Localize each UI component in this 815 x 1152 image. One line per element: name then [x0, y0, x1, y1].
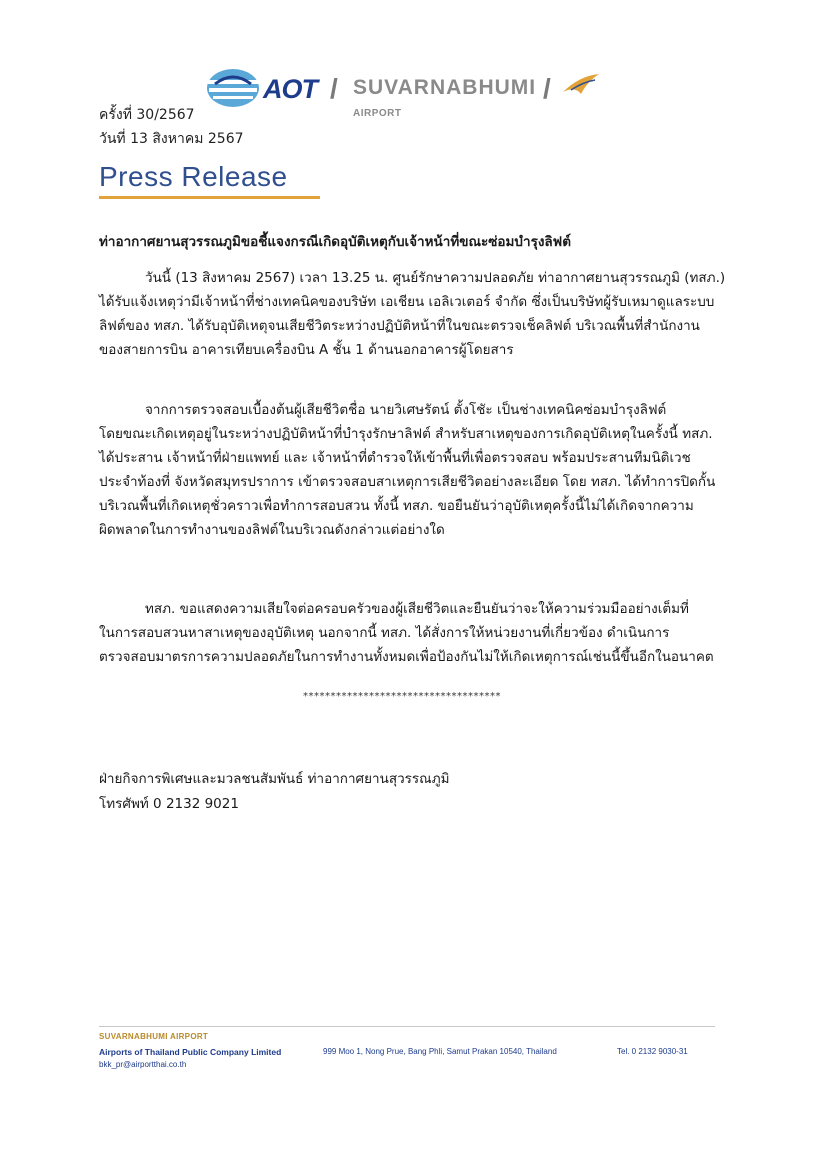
footer-email-link[interactable]: bkk_pr@airportthai.co.th — [99, 1060, 187, 1069]
logo-aot-text: AOT — [263, 74, 317, 104]
release-date: วันที่ 13 สิงหาคม 2567 — [99, 131, 244, 147]
footer-company-name: Airports of Thailand Public Company Limited — [99, 1047, 282, 1057]
paragraph-line: ตรวจสอบมาตรการความปลอดภัยในการทำงานทั้งหมดเพื่อป้องกันไม่ให้เกิดเหตุการณ์เช่นนี้ขึ้นอีกในอนาคต — [99, 649, 714, 665]
footer-airport-name: SUVARNABHUMI AIRPORT — [99, 1032, 209, 1041]
paragraph-line: ได้ประสาน เจ้าหน้าที่ฝ่ายแพทย์ และ เจ้าหน้าที่ตำรวจให้เข้าพื้นที่เพื่อตรวจสอบ พร้อมประสานทีมนิติเวช — [99, 450, 691, 466]
paragraph-line: ผิดพลาดในการทำงานของลิฟต์ในบริเวณดังกล่าวแต่อย่างใด — [99, 522, 445, 538]
logo-divider: / — [543, 73, 551, 104]
aot-emblem-icon — [205, 66, 261, 110]
paragraph-1 — [99, 266, 726, 362]
logo-divider: / — [330, 73, 338, 104]
logo-suvarnabhumi-text: SUVARNABHUMI — [353, 76, 537, 99]
contact-department: ฝ่ายกิจการพิเศษและมวลชนสัมพันธ์ ท่าอากาศยานสุวรรณภูมิ — [99, 771, 450, 787]
logo-airport-text: AIRPORT — [353, 108, 402, 119]
paragraph-line: ประจำท้องที่ จังหวัดสมุทรปราการ เข้าตรวจสอบสาเหตุการเสียชีวิตอย่างละเอียด โดย ทสภ. ได้ทำการปิดกั้น — [99, 474, 716, 490]
release-number: ครั้งที่ 30/2567 — [99, 107, 195, 123]
paragraph-line: บริเวณพื้นที่เกิดเหตุชั่วคราวเพื่อทำการสอบสวน ทั้งนี้ ทสภ. ขอยืนยันว่าอุบัติเหตุครั้งนี้ไม่ได้เกิดจากความ — [99, 498, 694, 514]
paragraph-line: ทสภ. ขอแสดงความเสียใจต่อครอบครัวของผู้เสียชีวิตและยืนยันว่าจะให้ความร่วมมืออย่างเต็มที่ — [145, 601, 689, 617]
paragraph-line: ของสายการบิน อาคารเทียบเครื่องบิน A ชั้น 1 ด้านนอกอาคารผู้โดยสาร — [99, 342, 514, 358]
document-title: ท่าอากาศยานสุวรรณภูมิขอชี้แจงกรณีเกิดอุบัติเหตุกับเจ้าหน้าที่ขณะซ่อมบำรุงลิฟต์ — [99, 234, 572, 250]
paragraph-line: ลิฟต์ของ ทสภ. ได้รับอุบัติเหตุจนเสียชีวิตระหว่างปฏิบัติหน้าที่ในขณะตรวจเช็คลิฟต์ บริเวณพื้นที่สำนักงาน — [99, 318, 700, 334]
paragraph-line: ในการสอบสวนหาสาเหตุของอุบัติเหตุ นอกจากนี้ ทสภ. ได้สั่งการให้หน่วยงานที่เกี่ยวข้อง ดำเนินการ — [99, 625, 670, 641]
contact-phone: โทรศัพท์ 0 2132 9021 — [99, 796, 239, 812]
section-separator: ************************************ — [303, 691, 501, 702]
paragraph-2 — [99, 398, 719, 542]
paragraph-3 — [99, 597, 719, 669]
aot-suvarnabhumi-logo — [205, 66, 605, 124]
paragraph-line: วันนี้ (13 สิงหาคม 2567) เวลา 13.25 น. ศูนย์รักษาความปลอดภัย ท่าอากาศยานสุวรรณภูมิ (ทสภ.) — [145, 270, 726, 286]
footer-address: 999 Moo 1, Nong Prue, Bang Phli, Samut Prakan 10540, Thailand — [323, 1047, 557, 1056]
press-release-heading: Press Release — [99, 161, 288, 192]
paragraph-line: จากการตรวจสอบเบื้องต้นผู้เสียชีวิตชื่อ นายวิเศษรัตน์ ตั้งโชัะ เป็นช่างเทคนิคซ่อมบำรุงลิฟต์ — [145, 402, 667, 418]
page-footer — [99, 1026, 719, 1076]
heading-underline — [99, 196, 320, 199]
footer-divider — [99, 1026, 715, 1027]
paragraph-line: โดยขณะเกิดเหตุอยู่ในระหว่างปฏิบัติหน้าที่บำรุงรักษาลิฟต์ สำหรับสาเหตุของการเกิดอุบัติเหตุในครั้งนี้ ทสภ. — [99, 426, 713, 442]
paragraph-line: ได้รับแจ้งเหตุว่ามีเจ้าหน้าที่ช่างเทคนิคของบริษัท เอเชียน เอลิเวเตอร์ จำกัด ซึ่งเป็นบริษัทผู้รับเหมาดูแลระบบ — [99, 294, 715, 310]
suvarnabhumi-bird-icon — [561, 72, 601, 100]
footer-telephone: Tel. 0 2132 9030-31 — [617, 1047, 688, 1056]
